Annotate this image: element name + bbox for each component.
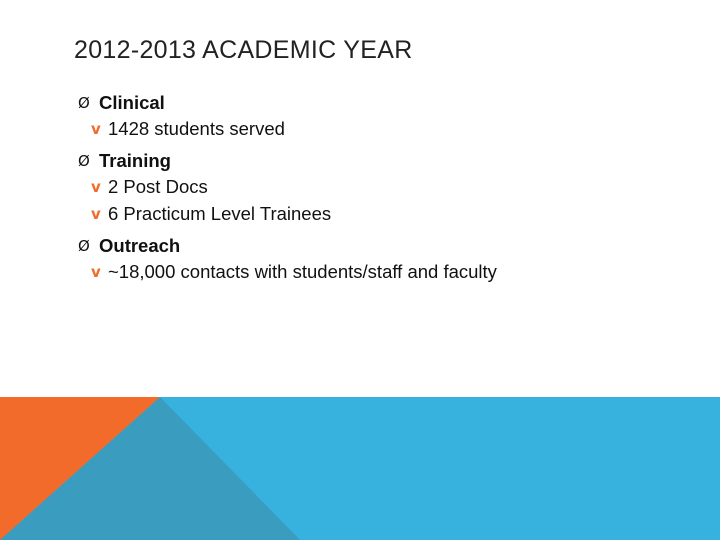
slide-title: 2012-2013 ACADEMIC YEAR — [74, 36, 413, 64]
bullet-group-clinical — [78, 91, 698, 142]
sub-bullet — [78, 258, 698, 285]
sub-bullet-text: 2 Post Docs — [108, 175, 208, 197]
sub-bullet-text: ~18,000 contacts with students/staff and faculty — [108, 260, 497, 282]
bullet-label: Outreach — [99, 235, 181, 256]
bullet-outreach — [78, 234, 698, 258]
sub-bullet — [78, 115, 698, 142]
bullet-list — [78, 91, 698, 292]
bullet-training — [78, 149, 698, 173]
bullet-group-training — [78, 149, 698, 227]
diamond-bullet-icon: v — [91, 119, 101, 138]
bullet-group-outreach — [78, 234, 698, 285]
diamond-bullet-icon: v — [91, 262, 101, 281]
bullet-label: Clinical — [99, 92, 165, 113]
sub-bullet — [78, 173, 698, 200]
diamond-bullet-icon: v — [91, 177, 101, 196]
sub-bullet — [78, 200, 698, 227]
sub-bullet-text: 6 Practicum Level Trainees — [108, 202, 332, 224]
sub-bullet-text: 1428 students served — [108, 117, 285, 139]
diamond-bullet-icon: v — [91, 204, 101, 223]
bullet-clinical — [78, 91, 698, 115]
arrow-bullet-icon: Ø — [78, 237, 90, 255]
arrow-bullet-icon: Ø — [78, 94, 90, 112]
bullet-label: Training — [99, 150, 171, 171]
arrow-bullet-icon: Ø — [78, 152, 90, 170]
